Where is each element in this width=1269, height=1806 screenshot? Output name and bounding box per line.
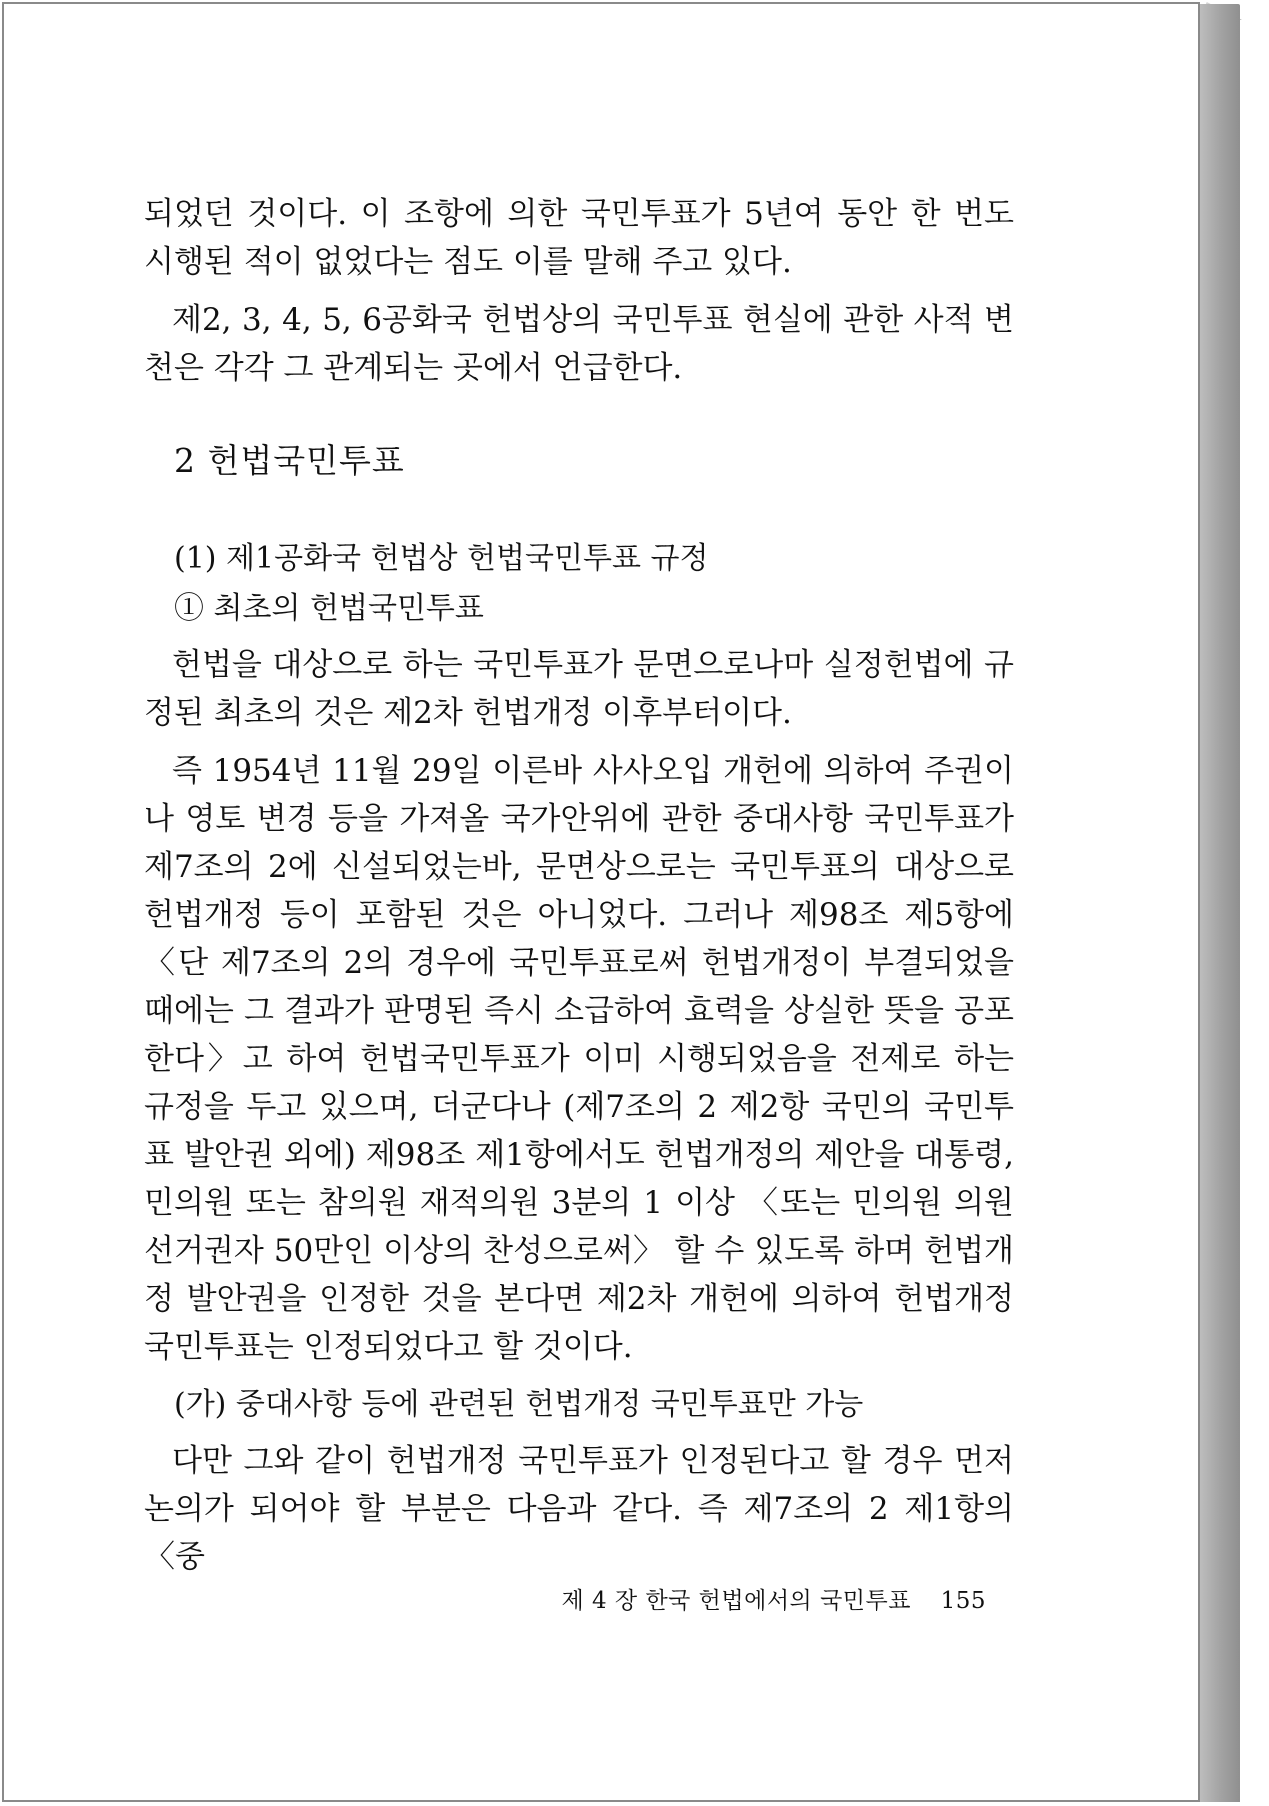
book-page <box>2 2 1200 1802</box>
page-number: 155 <box>940 1588 986 1614</box>
subsection-heading: (1) 제1공화국 헌법상 헌법국민투표 규정 <box>174 541 709 576</box>
paragraph-1954-amendment: 즉 1954년 11월 29일 이른바 사사오입 개헌에 의하여 주권이나 영토 변경 등을 가져올 국가안위에 관한 중대사항 국민투표가 제7조의 2에 신설되었는바, 문면상으로는 국민투표의 대상으로 헌법개정 등이 포함된 것은 아니었다. 그러나 제98조 제5항에 〈단 제7조의 2의 경우에 국민투표로써 헌법개정이 부결되었을 때에는 그 결과가 판명된 즉시 소급하여 효력을 상실한 뜻을 공포한다〉고 하여 헌법국민투표가 이미 시행되었음을 전제로 하는 규정을 두고 있으며, 더군다나 (제7조의 2 제2항 국민의 국민투표 발안권 외에) 제98조 제1항에서도 헌법개정의 제안을 대통령, 민의원 또는 참의원 재적의원 3분의 1 이상 〈또는 민의원 의원 선거권자 50만인 이상의 찬성으로써〉 할 수 있도록 하며 헌법개정 발안권을 인정한 것을 본다면 제2차 개헌에 의하여 헌법개정 국민투표는 인정되었다고 할 것이다. <box>144 753 1014 1365</box>
paragraph-discussion: 다만 그와 같이 헌법개정 국민투표가 인정된다고 할 경우 먼저 논의가 되어야 할 부분은 다음과 같다. 즉 제7조의 2 제1항의 〈중 <box>144 1443 1014 1575</box>
section-heading: 2 헌법국민투표 <box>174 441 405 480</box>
paragraph-continued: 되었던 것이다. 이 조항에 의한 국민투표가 5년여 동안 한 번도 시행된 적이 없었다는 점도 이를 말해 주고 있다. <box>144 196 1014 280</box>
page-stack-edge <box>1200 4 1240 1802</box>
paragraph-republic-history: 제2, 3, 4, 5, 6공화국 헌법상의 국민투표 현실에 관한 사적 변천은 각각 그 관계되는 곳에서 언급한다. <box>144 302 1014 386</box>
item-heading: ① 최초의 헌법국민투표 <box>174 591 484 626</box>
footer-chapter-title: 제 4 장 한국 헌법에서의 국민투표 <box>561 1588 911 1614</box>
sub-item-heading: (가) 중대사항 등에 관련된 헌법개정 국민투표만 가능 <box>174 1387 864 1422</box>
paragraph-first-referendum: 헌법을 대상으로 하는 국민투표가 문면으로나마 실정헌법에 규정된 최초의 것은 제2차 헌법개정 이후부터이다. <box>144 647 1014 731</box>
running-footer <box>561 1582 986 1615</box>
page-body <box>144 190 1014 1591</box>
